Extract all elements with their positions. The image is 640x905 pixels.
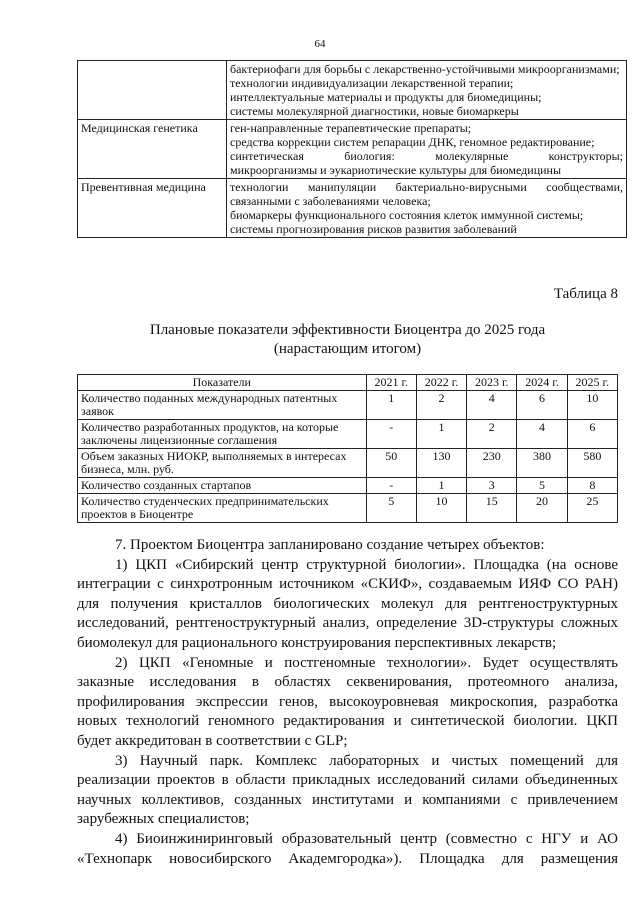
indicator-value: 130	[416, 449, 466, 478]
list-item: биомаркеры функционального состояния клеток иммунной системы;	[230, 208, 584, 222]
indicator-value: 5	[366, 494, 416, 523]
table-row	[78, 420, 618, 449]
indicator-value: 20	[517, 494, 567, 523]
list-item: бактериофаги для борьбы с лекарственно-устойчивыми микроорганизмами;	[230, 62, 620, 76]
column-header: 2021 г.	[366, 375, 416, 391]
paragraph: 7. Проектом Биоцентра запланировано создание четырех объектов:	[115, 537, 545, 553]
table-title	[77, 321, 618, 359]
indicator-value: 25	[567, 494, 617, 523]
table-title-line: Плановые показатели эффективности Биоцентра до 2025 года	[149, 322, 546, 338]
indicator-value: 8	[567, 478, 617, 494]
page-number: 64	[314, 38, 326, 50]
indicator-value: 50	[366, 449, 416, 478]
list-item: интеллектуальные материалы и продукты для биомедицины;	[230, 90, 542, 104]
indicator-value: -	[366, 420, 416, 449]
indicator-value: 5	[517, 478, 567, 494]
indicator-value: 2	[467, 420, 517, 449]
table-row	[78, 179, 627, 238]
table-caption: Таблица 8	[553, 286, 618, 302]
table-row	[78, 120, 627, 179]
indicator-value: 1	[366, 391, 416, 420]
indicator-value: 6	[517, 391, 567, 420]
list-item: синтетическая биология: молекулярные конструкторы;	[230, 149, 623, 163]
indicator-value: 230	[467, 449, 517, 478]
indicator-name: Количество поданных международных патентных заявок	[78, 391, 367, 420]
indicator-value: 6	[567, 420, 617, 449]
table-row	[78, 478, 618, 494]
table-row	[78, 61, 627, 120]
indicator-value: 2	[416, 391, 466, 420]
indicator-name: Объем заказных НИОКР, выполняемых в интересах бизнеса, млн. руб.	[78, 449, 367, 478]
column-header: 2024 г.	[517, 375, 567, 391]
indicator-name: Количество студенческих предпринимательских проектов в Биоцентре	[78, 494, 367, 523]
research-areas-table	[77, 60, 627, 238]
list-item: технологии манипуляции бактериально-вирусными сообществами, связанными с заболеваниями человека;	[230, 180, 623, 208]
indicator-value: -	[366, 478, 416, 494]
column-header: 2022 г.	[416, 375, 466, 391]
table-header-row	[78, 375, 618, 391]
table-subtitle-line: (нарастающим итогом)	[273, 341, 422, 357]
indicators-table	[77, 374, 618, 523]
table-row	[78, 494, 618, 523]
column-header: 2025 г.	[567, 375, 617, 391]
technologies-cell	[227, 179, 627, 238]
indicator-name: Количество созданных стартапов	[78, 478, 367, 494]
area-cell: Медицинская генетика	[78, 120, 227, 179]
indicator-value: 380	[517, 449, 567, 478]
indicator-value: 1	[416, 420, 466, 449]
list-item: системы молекулярной диагностики, новые биомаркеры	[230, 104, 519, 118]
table-row	[78, 391, 618, 420]
paragraph: 3) Научный парк. Комплекс лабораторных и чистых помещений для реализации проектов в области прикладных исследований силами объединенных научных коллективов, созданных институтами и компаниями с привлечением зарубежных специалистов;	[77, 752, 618, 828]
indicator-name: Количество разработанных продуктов, на которые заключены лицензионные соглашения	[78, 420, 367, 449]
area-cell	[78, 61, 227, 120]
paragraph: 2) ЦКП «Геномные и постгеномные технологии». Будет осуществлять заказные исследования в областях секвенирования, протеомного анализа, профилирования экспрессии генов, высокоуровневая микроскопия, разработка новых технологий геномного редактирования и синтетической биологии. ЦКП будет аккредитован в соответствии с GLP;	[77, 654, 618, 749]
indicator-value: 3	[467, 478, 517, 494]
paragraph: 4) Биоинжиниринговый образовательный центр (совместно с НГУ и АО «Технопарк новосибирского Академгородка»). Площадка для размещения	[77, 830, 618, 867]
indicator-value: 15	[467, 494, 517, 523]
column-header: 2023 г.	[467, 375, 517, 391]
paragraph: 1) ЦКП «Сибирский центр структурной биологии». Площадка (на основе интеграции с синхротронным источником «СКИФ», создаваемым ИЯФ СО РАН) для получения кристаллов биологических молекул для рентгеноструктурных исследований, рентгеноструктурный анализ, определение 3D-структуры сложных биомолекул для рационального конструирования перспективных лекарств;	[77, 556, 618, 651]
technologies-cell	[227, 61, 627, 120]
list-item: средства коррекции систем репарации ДНК, геномное редактирование;	[230, 135, 595, 149]
list-item: системы прогнозирования рисков развития заболеваний	[230, 222, 517, 236]
list-item: технологии индивидуализации лекарственной терапии;	[230, 76, 514, 90]
indicator-value: 580	[567, 449, 617, 478]
indicator-value: 10	[416, 494, 466, 523]
indicator-value: 1	[416, 478, 466, 494]
area-cell: Превентивная медицина	[78, 179, 227, 238]
table-row	[78, 449, 618, 478]
list-item: микроорганизмы и эукариотические культуры для биомедицины	[230, 163, 562, 177]
indicator-value: 4	[467, 391, 517, 420]
indicator-value: 10	[567, 391, 617, 420]
column-header: Показатели	[78, 375, 367, 391]
body-text	[77, 536, 618, 869]
list-item: ген-направленные терапевтические препараты;	[230, 121, 472, 135]
indicator-value: 4	[517, 420, 567, 449]
technologies-cell	[227, 120, 627, 179]
